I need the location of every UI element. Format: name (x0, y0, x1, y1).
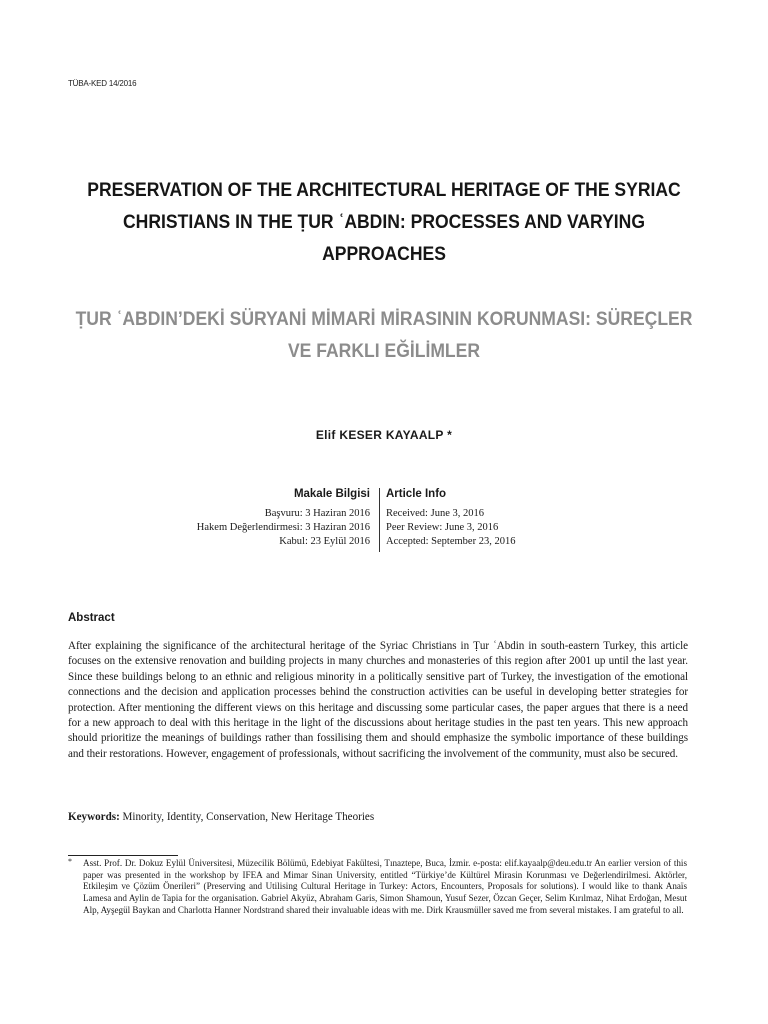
title-turkish: ṬUR ʿABDIN’DEKİ SÜRYANİ MİMARİ MİRASININ KORUNMASI: SÜREÇLER VE FARKLI EĞİLİMLER (75, 308, 693, 362)
article-info-english (386, 486, 515, 549)
received-date-en: Received: June 3, 2016 (386, 508, 484, 519)
author-name: Elif KESER KAYAALP * (315, 428, 453, 442)
footnote-mark: * (68, 857, 72, 866)
article-info-block (0, 486, 768, 556)
footnote-rule (68, 855, 178, 856)
article-info-turkish-heading: Makale Bilgisi (293, 488, 370, 500)
article-info-turkish (197, 486, 370, 549)
peer-review-date-tr: Hakem Değerlendirmesi: 3 Haziran 2016 (196, 522, 370, 533)
article-info-divider (379, 488, 380, 552)
keywords-label: Keywords: (68, 811, 120, 823)
abstract-heading: Abstract (68, 612, 115, 624)
keywords-line (68, 810, 688, 825)
accepted-date-tr: Kabul: 23 Eylül 2016 (279, 536, 370, 547)
received-date-tr: Başvuru: 3 Haziran 2016 (264, 508, 370, 519)
peer-review-date-en: Peer Review: June 3, 2016 (386, 522, 499, 533)
footnote-text: Asst. Prof. Dr. Dokuz Eylül Üniversitesi, Müzecilik Bölümü, Edebiyat Fakültesi, Tınaztepe, Buca, İzmir. e-posta: elif.kayaalp@deu.edu.tr An earlier version of this paper was presented in the workshop by IFEA and Mimar Sinan University, entitled “Türkiye’de Kültürel Mirasin Korunması ve Değerlendirilmesi. Aktörler, Etkileşim ve Çözüm Önerileri” (Preserving and Utilising Cultural Heritage in Turkey: Actors, Encounters, Proposals for solutions). I would like to thank Anaïs Lamesa and Aylin de Tapia for the organisation. Gabriel Akyüz, Abraham Garis, Simon Shamoun, Yusuf Sezer, Özcan Geçer, Selim Kırılmaz, Nihat Erdoğan, Mesut Alp, Ayşegül Baykan and Charlotta Hanner Nordstrand shared their invaluable ideas with me. Dirk Krausmüller saved me from several mistakes. I am grateful to all. (83, 858, 687, 915)
title-english: PRESERVATION OF THE ARCHITECTURAL HERITAGE OF THE SYRIAC CHRISTIANS IN THE ṬUR ʿABDIN: PROCESSES AND VARYING APPROACHES (87, 179, 681, 265)
keywords-text: Minority, Identity, Conservation, New Heritage Theories (122, 811, 375, 823)
article-info-english-heading: Article Info (386, 488, 447, 500)
accepted-date-en: Accepted: September 23, 2016 (386, 536, 516, 547)
abstract-text: After explaining the significance of the architectural heritage of the Syriac Christians in Ṭur ʿAbdin in south-eastern Turkey, this article focuses on the extensive renovation and building projects in many churches and monasteries of this region after 2001 up until the last year. Since these buildings belong to an ethnic and religious minority in a politically sensitive part of Turkey, the investigation of the emotional connections and the decision and application processes behind the construction activities can be useful in developing better strategies for protection. After mentioning the different views on this heritage and discussing some particular cases, the paper argues that there is a need for a new approach to deal with this heritage in the light of the discussions about heritage studies in the past ten years. This new approach should prioritize the meanings of buildings rather than fossilising them and should emphasize the symbolic importance of these buildings and their restorations. However, engagement of professionals, without sacrificing the involvement of the community, must also be secured. (68, 640, 688, 760)
journal-reference: TÜBA-KED 14/2016 (68, 79, 137, 88)
